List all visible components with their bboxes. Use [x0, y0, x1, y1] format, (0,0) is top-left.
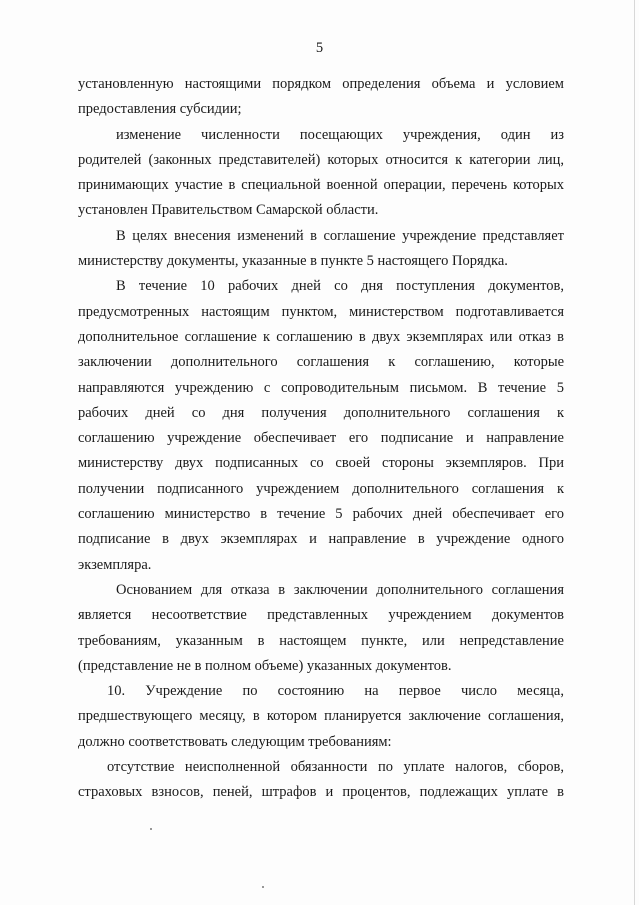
text-line: В целях внесения изменений в соглашение учреждение представляет	[116, 227, 564, 244]
paragraph	[78, 72, 564, 123]
document-body	[78, 72, 564, 806]
scan-speck	[262, 886, 264, 888]
text-line: рабочих дней со дня получения дополнительного соглашения к	[78, 404, 564, 421]
text-line: страховых взносов, пеней, штрафов и процентов, подлежащих уплате в	[78, 784, 564, 801]
text-line: Основанием для отказа в заключении дополнительного соглашения	[116, 581, 564, 598]
text-line: (представление не в полном объеме) указанных документов.	[78, 657, 452, 674]
text-line: требованиям, указанным в настоящем пункте, или непредставление	[78, 632, 564, 649]
text-line: экземпляра.	[78, 556, 152, 573]
text-line: соглашению министерство в течение 5 рабочих дней обеспечивает его	[78, 506, 564, 523]
text-line: В течение 10 рабочих дней со дня поступления документов,	[116, 278, 564, 295]
text-line: получении подписанного учреждением дополнительного соглашения к	[78, 480, 564, 497]
text-line: принимающих участие в специальной военной операции, перечень которых	[78, 177, 564, 194]
text-line: должно соответствовать следующим требованиям:	[78, 733, 392, 750]
text-line: установленную настоящими порядком определения объема и условием	[78, 76, 564, 92]
text-line: изменение численности посещающих учреждения, один из	[116, 126, 564, 143]
text-line: дополнительное соглашение к соглашению в двух экземплярах или отказ в	[78, 328, 564, 345]
scan-speck	[150, 828, 152, 830]
page-edge	[634, 0, 635, 905]
text-line: 10. Учреждение по состоянию на первое число месяца,	[107, 683, 564, 700]
text-line: соглашению учреждение обеспечивает его подписание и направление	[78, 430, 564, 447]
text-line: родителей (законных представителей) которых относится к категории лиц,	[78, 151, 564, 168]
page-number: 5	[315, 40, 324, 56]
text-line: предоставления субсидии;	[78, 101, 242, 118]
paragraph	[78, 679, 564, 755]
paragraph	[78, 755, 564, 806]
text-line: заключении дополнительного соглашения к соглашению, которые	[78, 354, 564, 371]
paragraph	[78, 123, 564, 224]
text-line: установлен Правительством Самарской области.	[78, 202, 379, 219]
text-line: министерству двух подписанных со своей стороны экземпляров. При	[78, 455, 564, 472]
text-line: предусмотренных настоящим пунктом, министерством подготавливается	[78, 303, 564, 320]
paragraph	[78, 224, 564, 275]
paragraph	[78, 578, 564, 679]
text-line: является несоответствие представленных учреждением документов	[78, 607, 564, 624]
paragraph	[78, 274, 564, 578]
text-line: подписание в двух экземплярах и направление в учреждение одного	[78, 531, 564, 548]
text-line: министерству документы, указанные в пункте 5 настоящего Порядка.	[78, 253, 508, 270]
text-line: направляются учреждению с сопроводительным письмом. В течение 5	[78, 379, 564, 396]
text-line: предшествующего месяцу, в котором планируется заключение соглашения,	[78, 708, 564, 725]
text-line: отсутствие неисполненной обязанности по уплате налогов, сборов,	[107, 759, 564, 776]
